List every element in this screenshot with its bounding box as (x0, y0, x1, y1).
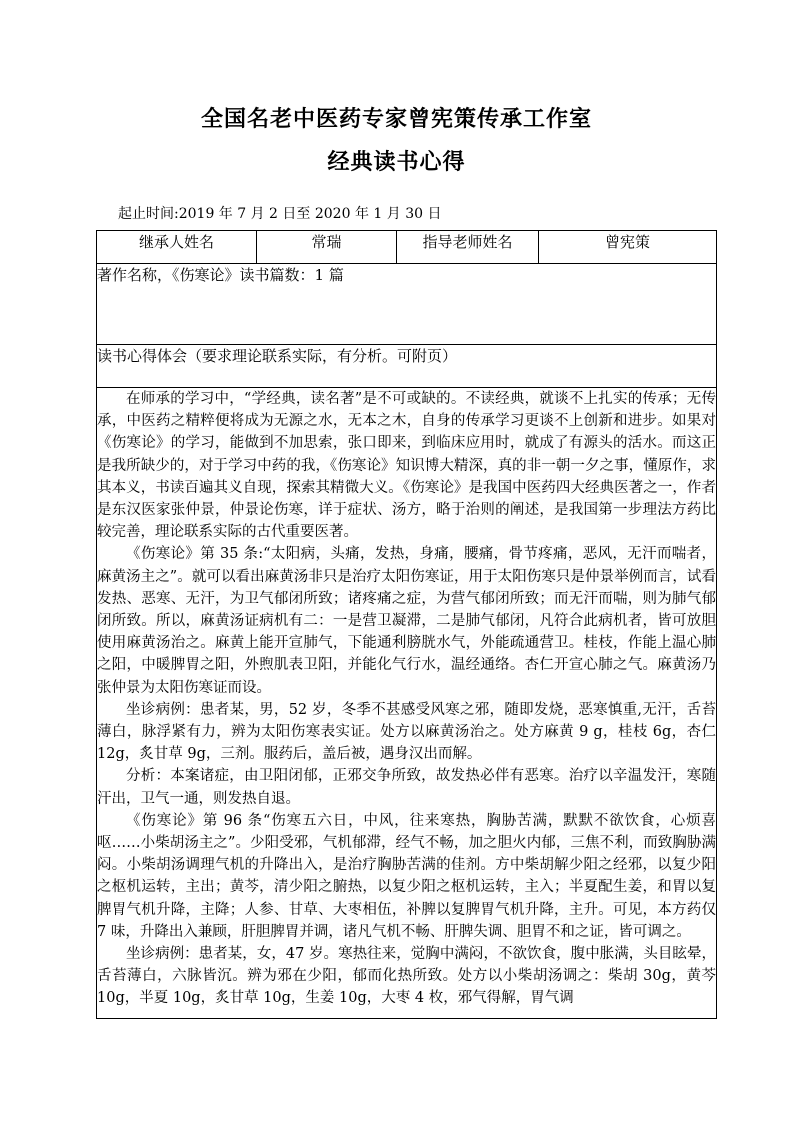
successor-name: 常瑞 (257, 231, 397, 264)
period-line: 起止时间:2019 年 7 月 2 日至 2020 年 1 月 30 日 (118, 206, 442, 222)
record-table (96, 230, 717, 1019)
body-paragraph: 分析：本案诸症，由卫阳闭郁，正邪交争所致，故发热必伴有恶寒。治疗以辛温发汗，寒随汗出，卫气一通，则发热自退。 (97, 768, 716, 807)
body-paragraph: 坐诊病例：患者某，女，47 岁。寒热往来，觉胸中满闷，不欲饮食，腹中胀满，头目眩晕，舌苔薄白，六脉皆沉。辨为邪在少阳，郁而化热所致。处方以小柴胡汤调之：柴胡 30g，黄芩 10g，半夏 10g，炙甘草 10g，生姜 10g，大枣 4 枚，邪气得解，胃气调 (97, 946, 716, 1007)
experience-label-cell: 读书心得体会（要求理论联系实际，有分析。可附页） (97, 345, 717, 388)
body-paragraph: 坐诊病例：患者某，男，52 岁，冬季不甚感受风寒之邪，随即发烧，恶寒慎重,无汗，舌苔薄白，脉浮紧有力，辨为太阳伤寒表实证。处方以麻黄汤治之。处方麻黄 9 g，桂枝 6g，杏仁 12g，炙甘草 9g，三剂。服药后，盖后被，遇身汉出而解。 (97, 701, 716, 763)
body-paragraph: 《伤寒论》第 96 条“伤寒五六日，中风，往来寒热，胸胁苦满，默默不欲饮食，心烦喜呕……小柴胡汤主之”。少阳受邪，气机郁滞，经气不畅，加之胆火内郁，三焦不利，而致胸胁满闷。小柴胡汤调理气机的升降出入，是治疗胸胁苦满的佳剂。方中柴胡解少阳之经邪，以复少阳之枢机运转，主出；黄芩，清少阳之腑热，以复少阳之枢机运转，主入；半夏配生姜，和胃以复脾胃气机升降，主降；人参、甘草、大枣相伍，补脾以复脾胃气机升降，主升。可见，本方药仅 7 味，升降出入兼顾，肝胆脾胃并调，诸凡气机不畅、肝脾失调、胆胃不和之证，皆可调之。 (97, 812, 716, 940)
document-subtitle: 经典读书心得 (327, 149, 466, 175)
body-paragraph: 《伤寒论》第 35 条:“太阳病，头痛，发热，身痛，腰痛，骨节疼痛，恶风，无汗而喘者，麻黄汤主之”。就可以看出麻黄汤非只是治疗太阳伤寒证，用于太阳伤寒只是仲景举例而言，试看发热、恶寒、无汗，为卫气郁闭所致；诸疼痛之症，为营气郁闭所致；而无汗而喘，则为肺气郁闭所致。所以，麻黄汤证病机有二：一是营卫凝滞，二是肺气郁闭，凡符合此病机者，皆可放胆使用麻黄汤治之。麻黄上能开宣肺气，下能通利膀胱水气，外能疏通营卫。桂枝，作能上温心肺之阳，中暖脾胃之阳，外煦肌表卫阳，并能化气行水，温经通络。杏仁开宣心肺之气。麻黄汤乃张仲景为太阳伤寒证而设。 (97, 546, 716, 696)
mentor-label: 指导老师姓名 (397, 231, 539, 264)
document-title: 全国名老中医药专家曾宪策传承工作室 (200, 106, 592, 132)
experience-body (97, 388, 716, 1012)
work-title-cell: 著作名称，《伤寒论》读书篇数：1 篇 (97, 264, 717, 345)
mentor-name: 曾宪策 (539, 231, 717, 264)
body-paragraph: 在师承的学习中，“学经典，读名著”是不可或缺的。不读经典，就谈不上扎实的传承；无传承，中医药之精粹便将成为无源之水，无本之木，自身的传承学习更谈不上创新和进步。如果对《伤寒论》的学习，能做到不加思索，张口即来，到临床应用时，就成了有源头的活水。而这正是我所缺少的，对于学习中药的我，《伤寒论》知识博大精深，真的非一朝一夕之事，懂原作，求其本义，书读百遍其义自现，探索其精微大义。《伤寒论》是我国中医药四大经典医著之一，作者是东汉医家张仲景，仲景论伤寒，详于症状、汤方，略于治则的阐述，是我国第一步理法方药比较完善，理论联系实际的古代重要医著。 (97, 391, 716, 541)
experience-body-cell (97, 388, 717, 1019)
successor-label: 继承人姓名 (97, 231, 257, 264)
